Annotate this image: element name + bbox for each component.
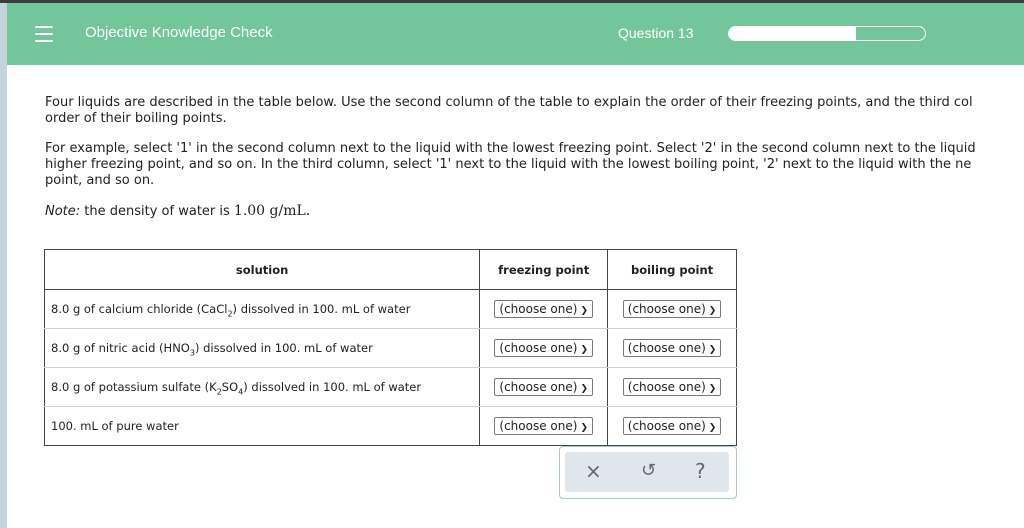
clear-icon[interactable]: × [585, 459, 602, 483]
instruction-paragraph-2: For example, select '1' in the second column next to the liquid with the lowest freezing point. Select '2' in the second column next to the liquid higher freezing point, and so on. In the third column, select '1' next to the liquid with the lowest boiling point, '2' next to the liquid with the ne point, and so on. [45, 141, 976, 188]
help-icon[interactable]: ? [695, 459, 706, 483]
solution-cell: 100. mL of pure water [45, 407, 480, 446]
boiling-point-select[interactable]: (choose one) ❯ [623, 378, 722, 396]
density-note: Note: the density of water is 1.00 g/mL. [45, 203, 311, 219]
freezing-point-select[interactable]: (choose one) ❯ [494, 417, 593, 435]
solution-cell: 8.0 g of calcium chloride (CaCl$_2$) dissolved in 100. mL of water [45, 290, 480, 329]
table-row [45, 329, 737, 368]
solution-cell: 8.0 g of potassium sulfate $(K_2SO_4)$ dissolved in 100. mL of water [45, 368, 480, 407]
header-solution: solution [45, 250, 480, 290]
chevron-down-icon: ❯ [708, 384, 717, 394]
progress-fill [729, 27, 856, 40]
chevron-down-icon: ❯ [580, 306, 588, 316]
instruction-paragraph-1: Four liquids are described in the table below. Use the second column of the table to explain the order of their freezing points, and the third col order of their boiling points. [45, 95, 973, 126]
header-freezing-point: freezing point [480, 250, 608, 290]
progress-bar [728, 26, 926, 41]
boiling-point-select[interactable]: (choose one) ❯ [623, 300, 722, 318]
answer-table [44, 249, 737, 446]
chevron-down-icon: ❯ [580, 345, 588, 355]
boiling-point-select[interactable]: (choose one) ❯ [623, 417, 722, 435]
hamburger-icon[interactable] [35, 26, 53, 42]
action-toolbar-inner [565, 452, 729, 492]
chevron-down-icon: ❯ [708, 345, 717, 355]
table-row [45, 407, 737, 446]
chevron-down-icon: ❯ [708, 306, 717, 316]
undo-icon[interactable]: ↺ [641, 460, 657, 481]
table-row [45, 368, 737, 407]
page-title: Objective Knowledge Check [85, 24, 273, 41]
header-bar [7, 3, 1024, 65]
chevron-down-icon: ❯ [708, 423, 717, 433]
freezing-point-select[interactable]: (choose one) ❯ [494, 378, 593, 396]
table-row [45, 290, 737, 329]
freezing-point-select[interactable]: (choose one) ❯ [494, 300, 593, 318]
boiling-point-select[interactable]: (choose one) ❯ [623, 339, 722, 357]
solution-cell: 8.0 g of nitric acid $(HNO_3)$ dissolved in 100. mL of water [45, 329, 480, 368]
left-edge-bar [0, 3, 7, 528]
instructions [45, 95, 1024, 234]
freezing-point-select[interactable]: (choose one) ❯ [494, 339, 593, 357]
question-number: Question 13 [618, 25, 694, 41]
chevron-down-icon: ❯ [580, 384, 588, 394]
chevron-down-icon: ❯ [580, 423, 588, 433]
action-toolbar [559, 446, 737, 499]
header-boiling-point: boiling point [608, 250, 737, 290]
